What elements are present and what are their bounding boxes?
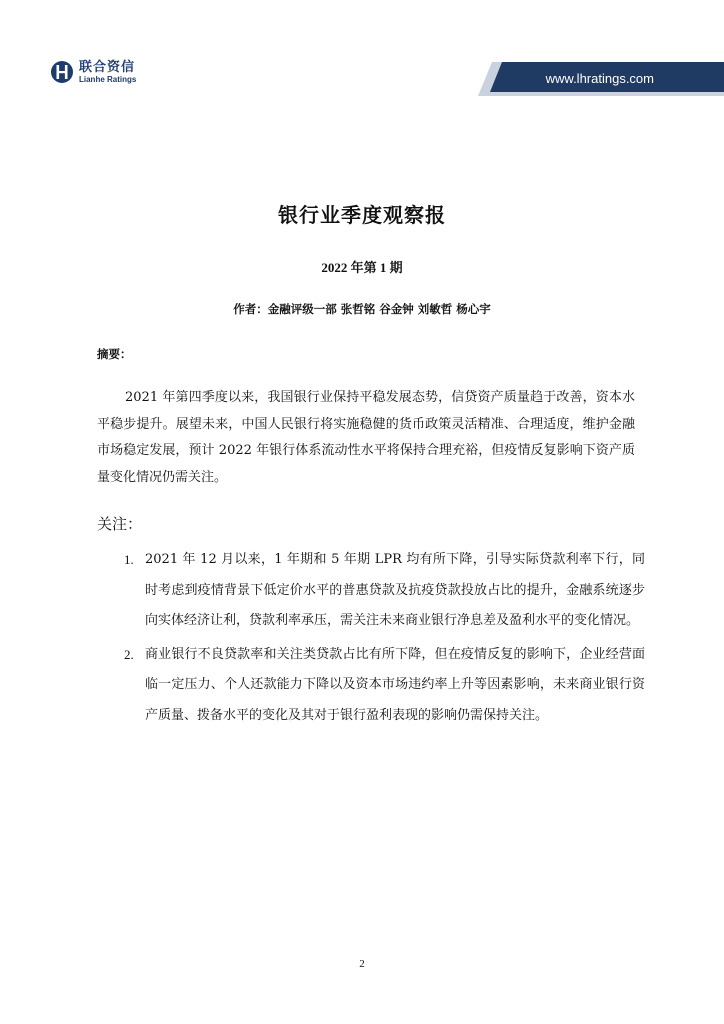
list-item-number: 2.	[124, 646, 134, 662]
list-item-number: 1.	[124, 552, 134, 567]
list-item	[97, 545, 645, 637]
list-item-text: 商业银行不良贷款率和关注类贷款占比有所下降，但在疫情反复的影响下，企业经营面临一定压力、个人还款能力下降以及资本市场违约率上升等因素影响，未来商业银行资产质量、拨备水平的变化及其对于银行盈利表现的影响仍需保持关注。	[145, 646, 645, 723]
header-banner	[478, 62, 724, 96]
report-title: 银行业季度观察报	[278, 203, 446, 227]
company-logo	[50, 60, 136, 84]
page-number: 2	[359, 958, 365, 970]
report-authors: 作者：金融评级一部 张哲铭 谷金钟 刘敏哲 杨心宇	[233, 302, 491, 316]
focus-list	[97, 545, 645, 731]
list-item-text: 2021 年 12 月以来，1 年期和 5 年期 LPR 均有所下降，引导实际贷款利率下行，同时考虑到疫情背景下低定价水平的普惠贷款及抗疫贷款投放占比的提升，金融系统逐步向实体经济让利，贷款利率承压，需关注未来商业银行净息差及盈利水平的变化情况。	[145, 552, 645, 628]
abstract-text: 2021 年第四季度以来，我国银行业保持平稳发展态势，信贷资产质量趋于改善，资本水平稳步提升。展望未来，中国人民银行将实施稳健的货币政策灵活精准、合理适度，维护金融市场稳定发展，预计 2022 年银行体系流动性水平将保持合理充裕，但疫情反复影响下资产质量变化情况仍需关注。	[97, 390, 635, 485]
list-item	[97, 640, 645, 732]
logo-chinese-name: 联合资信	[79, 59, 136, 75]
logo-english-name: Lianhe Ratings	[79, 74, 137, 84]
lianhe-logo-icon	[50, 60, 74, 84]
focus-label: 关注：	[97, 515, 143, 533]
website-url[interactable]: www.lhratings.com	[545, 71, 654, 86]
report-issue: 2022 年第 1 期	[321, 260, 403, 275]
abstract-label: 摘要：	[97, 347, 132, 361]
